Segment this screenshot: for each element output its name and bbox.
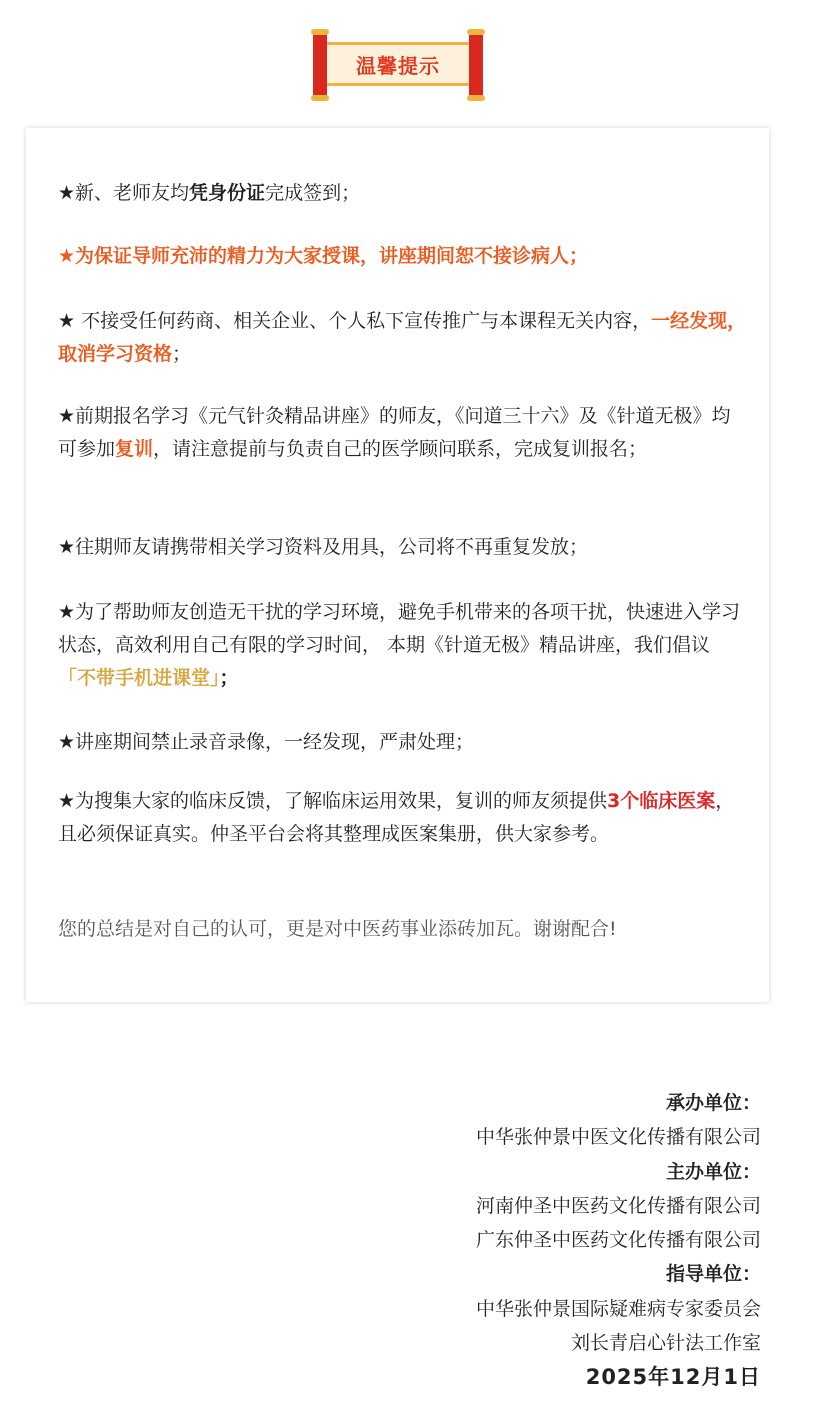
guide-name: 中华张仲景国际疑难病专家委员会 [475,1297,761,1320]
notice-text: ； [172,343,192,365]
notice-text: ★新、老师友均 [58,182,190,204]
notice-item-materials [58,531,748,564]
notice-text: ★ 不接受任何药商、相关企业、个人私下宣传推广与本课程无关内容， [58,310,652,332]
star-icon: ★ [58,245,76,267]
notice-emphasis: 一经发现，取消学习资格 [58,310,747,365]
notice-text: ★为搜集大家的临床反馈，了解临床运用效果，复训的师友须提供 [58,790,608,812]
host-label: 主办单位： [665,1160,761,1183]
notice-emphasis: 「不带手机进课堂」 [58,667,220,689]
organizer-name: 中华张仲景中医文化传播有限公司 [475,1126,761,1149]
scroll-rod-left [313,32,327,98]
notice-card [26,128,769,1002]
notice-text: ★讲座期间禁止录音录像，一经发现，严肃处理； [58,731,475,753]
sponsor-footer [476,1086,761,1395]
host-name: 广东仲圣中医药文化传播有限公司 [475,1229,761,1252]
notice-item-no-recording [58,726,748,759]
notice-emphasis: 复训 [115,438,154,460]
notice-item-checkin [58,177,748,210]
notice-text: ，请注意提前与负责自己的医学顾问联系，完成复训报名； [153,438,648,460]
notice-item-no-promotion [58,305,748,371]
notice-text: ★前期报名学习《元气针灸精品讲座》的师友，《问道三十六》及《针道无极》均可参加 [58,405,731,460]
scroll-rod-right [469,32,483,98]
notice-text: ，且必须保证真实。仲圣平台会将其整理成医案集册，供大家参考。 [58,790,735,845]
notice-emphasis: 为保证导师充沛的精力为大家授课，讲座期间恕不接诊病人； [75,245,589,267]
notice-text: 完成签到； [265,182,361,204]
banner-title: 温馨提示 [356,53,440,78]
notice-text: ； [219,667,239,689]
notice-emphasis: 凭身份证 [189,182,266,204]
issue-date: 2025年12月1日 [585,1365,761,1390]
host-name: 河南仲圣中医药文化传播有限公司 [475,1194,761,1217]
notice-banner [311,30,485,102]
notice-emphasis: 3个临床医案 [607,790,716,812]
notice-text: 您的总结是对自己的认可，更是对中医药事业添砖加瓦。谢谢配合! [58,918,617,940]
guide-name: 刘长青启心针法工作室 [570,1332,761,1355]
notice-item-clinical-cases [58,785,748,851]
organizer-label: 承办单位： [665,1092,761,1114]
notice-item-no-patients [58,240,748,273]
notice-item-no-phones [58,596,748,695]
notice-item-retraining [58,400,748,466]
closing-note [58,913,748,946]
notice-text: ★往期师友请携带相关学习资料及用具，公司将不再重复发放； [58,536,589,558]
guide-label: 指导单位： [665,1263,761,1286]
notice-text: ★为了帮助师友创造无干扰的学习环境，避免手机带来的各项干扰，快速进入学习状态，高效利用自己有限的学习时间， 本期《针道无极》精品讲座，我们倡议 [58,601,741,656]
banner-paper [327,42,469,86]
